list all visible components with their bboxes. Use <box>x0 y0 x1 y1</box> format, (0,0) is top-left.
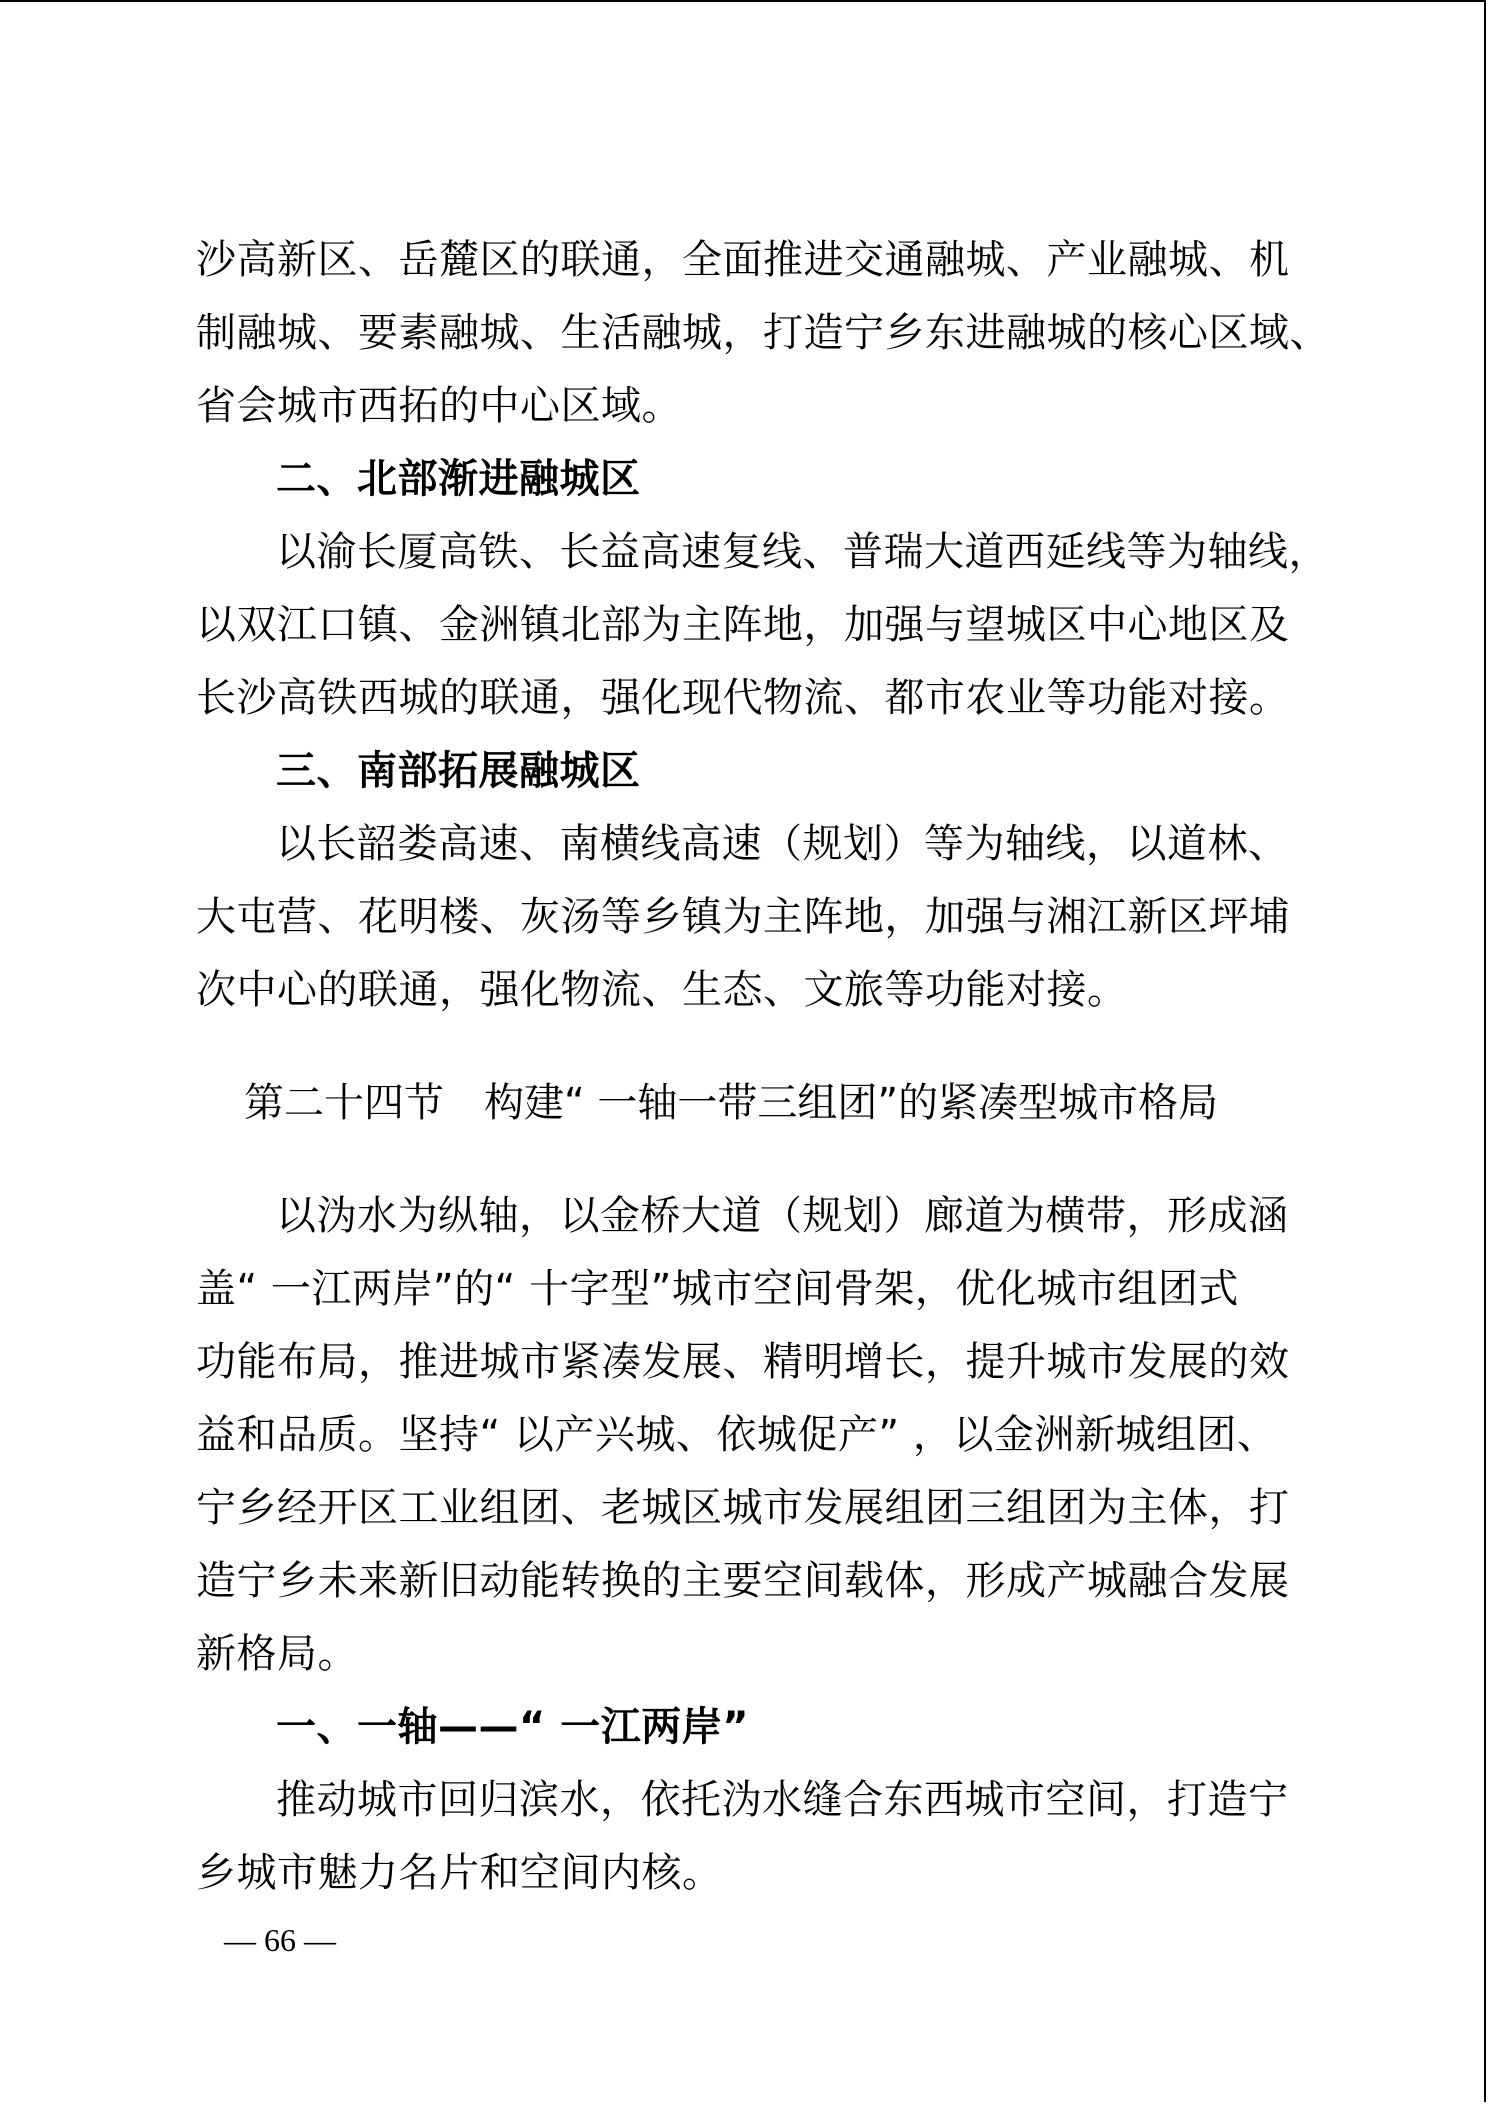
subheading-axis: 一、一轴——“ 一江两岸” <box>276 1704 750 1750</box>
text-line: 制融城、要素融城、生活融城，打造宁乡东进融城的核心区域、 <box>196 310 1330 356</box>
text-line: 以沩水为纵轴，以金桥大道（规划）廊道为横带，形成涵 <box>276 1193 1289 1239</box>
text-line: 造宁乡未来新旧动能转换的主要空间载体，形成产城融合发展 <box>196 1558 1290 1604</box>
text-line: 益和品质。坚持“ 以产兴城、依城促产” ，以金洲新城组团、 <box>196 1412 1278 1458</box>
text-line: 宁乡经开区工业组团、老城区城市发展组团三组团为主体，打 <box>196 1485 1290 1531</box>
text-line: 以长韶娄高速、南横线高速（规划）等为轴线，以道林、 <box>276 821 1289 867</box>
text-line: 长沙高铁西城的联通，强化现代物流、都市农业等功能对接。 <box>196 675 1290 721</box>
text-line: 功能布局，推进城市紧凑发展、精明增长，提升城市发展的效 <box>196 1339 1290 1385</box>
subheading-south: 三、南部拓展融城区 <box>276 748 641 794</box>
text-line: 以渝长厦高铁、长益高速复线、普瑞大道西延线等为轴线， <box>276 529 1329 575</box>
text-line: 推动城市回归滨水，依托沩水缝合东西城市空间，打造宁 <box>276 1777 1289 1823</box>
text-line: 次中心的联通，强化物流、生态、文旅等功能对接。 <box>196 967 1128 1013</box>
document-body <box>196 224 1330 1910</box>
text-line: 新格局。 <box>196 1631 358 1677</box>
text-line: 盖“ 一江两岸”的“ 十字型”城市空间骨架，优化城市组团式 <box>196 1266 1239 1312</box>
text-line: 沙高新区、岳麓区的联通，全面推进交通融城、产业融城、机 <box>196 237 1290 283</box>
text-line: 省会城市西拓的中心区域。 <box>196 383 682 429</box>
text-line: 大屯营、花明楼、灰汤等乡镇为主阵地，加强与湘江新区坪埔 <box>196 894 1290 940</box>
section-title: 第二十四节 构建“ 一轴一带三组团”的紧凑型城市格局 <box>244 1080 1219 1126</box>
subheading-north: 二、北部渐进融城区 <box>276 456 641 502</box>
text-line: 以双江口镇、金洲镇北部为主阵地，加强与望城区中心地区及 <box>196 602 1290 648</box>
text-line: 乡城市魅力名片和空间内核。 <box>196 1850 723 1896</box>
page-number: — 66 — <box>224 1922 336 1958</box>
